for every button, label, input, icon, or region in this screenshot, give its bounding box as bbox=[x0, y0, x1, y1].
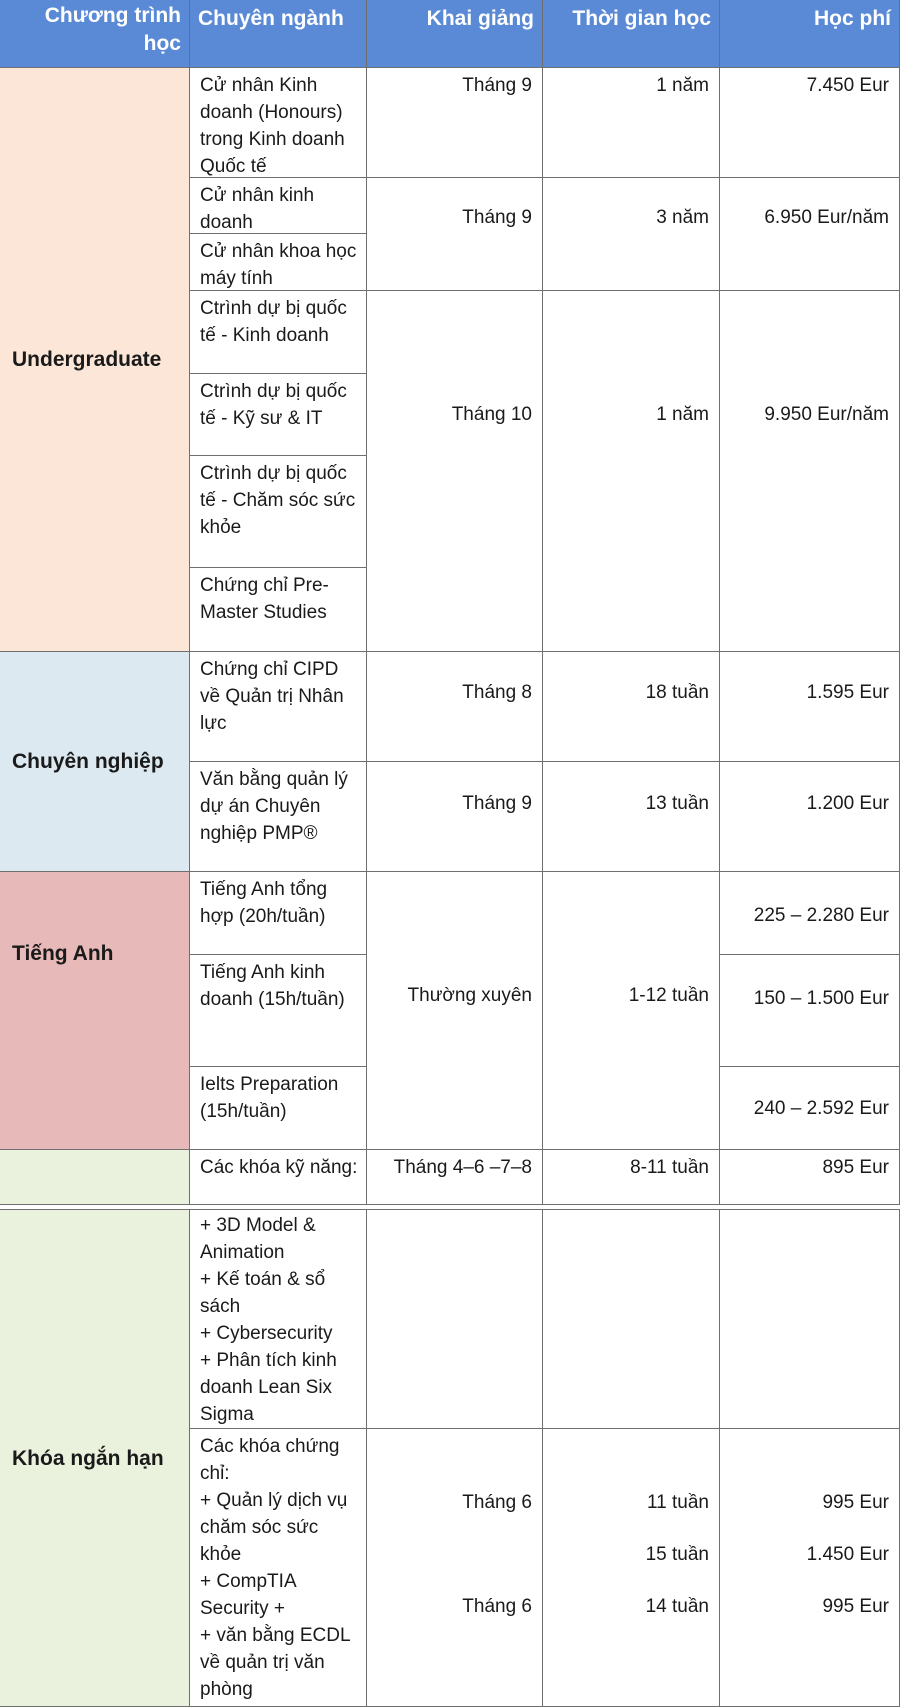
duration-cell: 18 tuần bbox=[543, 652, 720, 762]
program-undergraduate: Undergraduate bbox=[0, 68, 190, 652]
intake-cell bbox=[367, 1209, 543, 1429]
fee-value: 995 Eur bbox=[822, 1596, 889, 1617]
duration-cell: 13 tuần bbox=[543, 762, 720, 872]
fee-cell: 895 Eur bbox=[720, 1150, 900, 1205]
intake-value: Tháng 6 bbox=[462, 1596, 532, 1617]
fee-cell: 9.950 Eur/năm bbox=[720, 291, 900, 652]
major-cell: + 3D Model & Animation + Kế toán & sổ sách + Cybersecurity + Phân tích kinh doanh Lean Six Sigma bbox=[190, 1209, 367, 1429]
intake-cell: Tháng 9 bbox=[367, 762, 543, 872]
major-cell: Ctrình dự bị quốc tế - Kỹ sư & IT bbox=[190, 374, 367, 456]
fee-cell: 1.595 Eur bbox=[720, 652, 900, 762]
major-cell: Các khóa chứng chỉ: + Quản lý dịch vụ chăm sóc sức khỏe + CompTIA Security + + văn bằng ECDL về quản trị văn phòng bbox=[190, 1429, 367, 1707]
intake-cell: Tháng 10 bbox=[367, 291, 543, 652]
major-cell: Cử nhân khoa học máy tính bbox=[190, 234, 367, 291]
duration-cell: 3 năm bbox=[543, 178, 720, 291]
fee-cell bbox=[720, 1209, 900, 1429]
duration-value: 14 tuần bbox=[645, 1596, 709, 1617]
major-cell: Tiếng Anh kinh doanh (15h/tuần) bbox=[190, 955, 367, 1067]
major-cell: Cử nhân Kinh doanh (Honours) trong Kinh doanh Quốc tế bbox=[190, 68, 367, 178]
fee-cell: 150 – 1.500 Eur bbox=[720, 955, 900, 1067]
intake-cell: Tháng 9 bbox=[367, 68, 543, 178]
program-english: Tiếng Anh bbox=[0, 872, 190, 1150]
major-cell: Cử nhân kinh doanh bbox=[190, 178, 367, 234]
program-short-top bbox=[0, 1150, 190, 1205]
major-cell: Văn bằng quản lý dự án Chuyên nghiệp PMP® bbox=[190, 762, 367, 872]
header-major: Chuyên ngành bbox=[190, 0, 367, 68]
duration-cell: 1 năm bbox=[543, 291, 720, 652]
fee-cell: 240 – 2.592 Eur bbox=[720, 1067, 900, 1150]
duration-cell bbox=[543, 1429, 720, 1707]
intake-cell: Thường xuyên bbox=[367, 872, 543, 1150]
intake-value: Tháng 6 bbox=[462, 1492, 532, 1513]
header-duration: Thời gian học bbox=[543, 0, 720, 68]
major-cell: Tiếng Anh tổng hợp (20h/tuần) bbox=[190, 872, 367, 955]
major-cell: Ctrình dự bị quốc tế - Kinh doanh bbox=[190, 291, 367, 374]
major-cell: Ctrình dự bị quốc tế - Chăm sóc sức khỏe bbox=[190, 456, 367, 568]
intake-cell: Tháng 9 bbox=[367, 178, 543, 291]
header-program: Chương trình học bbox=[0, 0, 190, 68]
fee-cell bbox=[720, 1429, 900, 1707]
major-cell: Các khóa kỹ năng: bbox=[190, 1150, 367, 1205]
duration-value: 11 tuần bbox=[647, 1492, 709, 1513]
intake-cell: Tháng 4–6 –7–8 bbox=[367, 1150, 543, 1205]
major-cell: Chứng chỉ CIPD về Quản trị Nhân lực bbox=[190, 652, 367, 762]
duration-cell: 1 năm bbox=[543, 68, 720, 178]
fee-cell: 7.450 Eur bbox=[720, 68, 900, 178]
duration-cell bbox=[543, 1209, 720, 1429]
duration-cell: 1-12 tuần bbox=[543, 872, 720, 1150]
duration-value: 15 tuần bbox=[645, 1544, 709, 1565]
program-short: Khóa ngắn hạn bbox=[0, 1209, 190, 1707]
fee-cell: 225 – 2.280 Eur bbox=[720, 872, 900, 955]
intake-cell: Tháng 8 bbox=[367, 652, 543, 762]
fee-cell: 1.200 Eur bbox=[720, 762, 900, 872]
duration-cell: 8-11 tuần bbox=[543, 1150, 720, 1205]
fee-cell: 6.950 Eur/năm bbox=[720, 178, 900, 291]
major-cell: Chứng chỉ Pre-Master Studies bbox=[190, 568, 367, 652]
fee-value: 1.450 Eur bbox=[806, 1544, 889, 1565]
header-fee: Học phí bbox=[720, 0, 900, 68]
fee-value: 995 Eur bbox=[822, 1492, 889, 1513]
major-cell: Ielts Preparation (15h/tuần) bbox=[190, 1067, 367, 1150]
intake-cell bbox=[367, 1429, 543, 1707]
program-professional: Chuyên nghiệp bbox=[0, 652, 190, 872]
header-intake: Khai giảng bbox=[367, 0, 543, 68]
